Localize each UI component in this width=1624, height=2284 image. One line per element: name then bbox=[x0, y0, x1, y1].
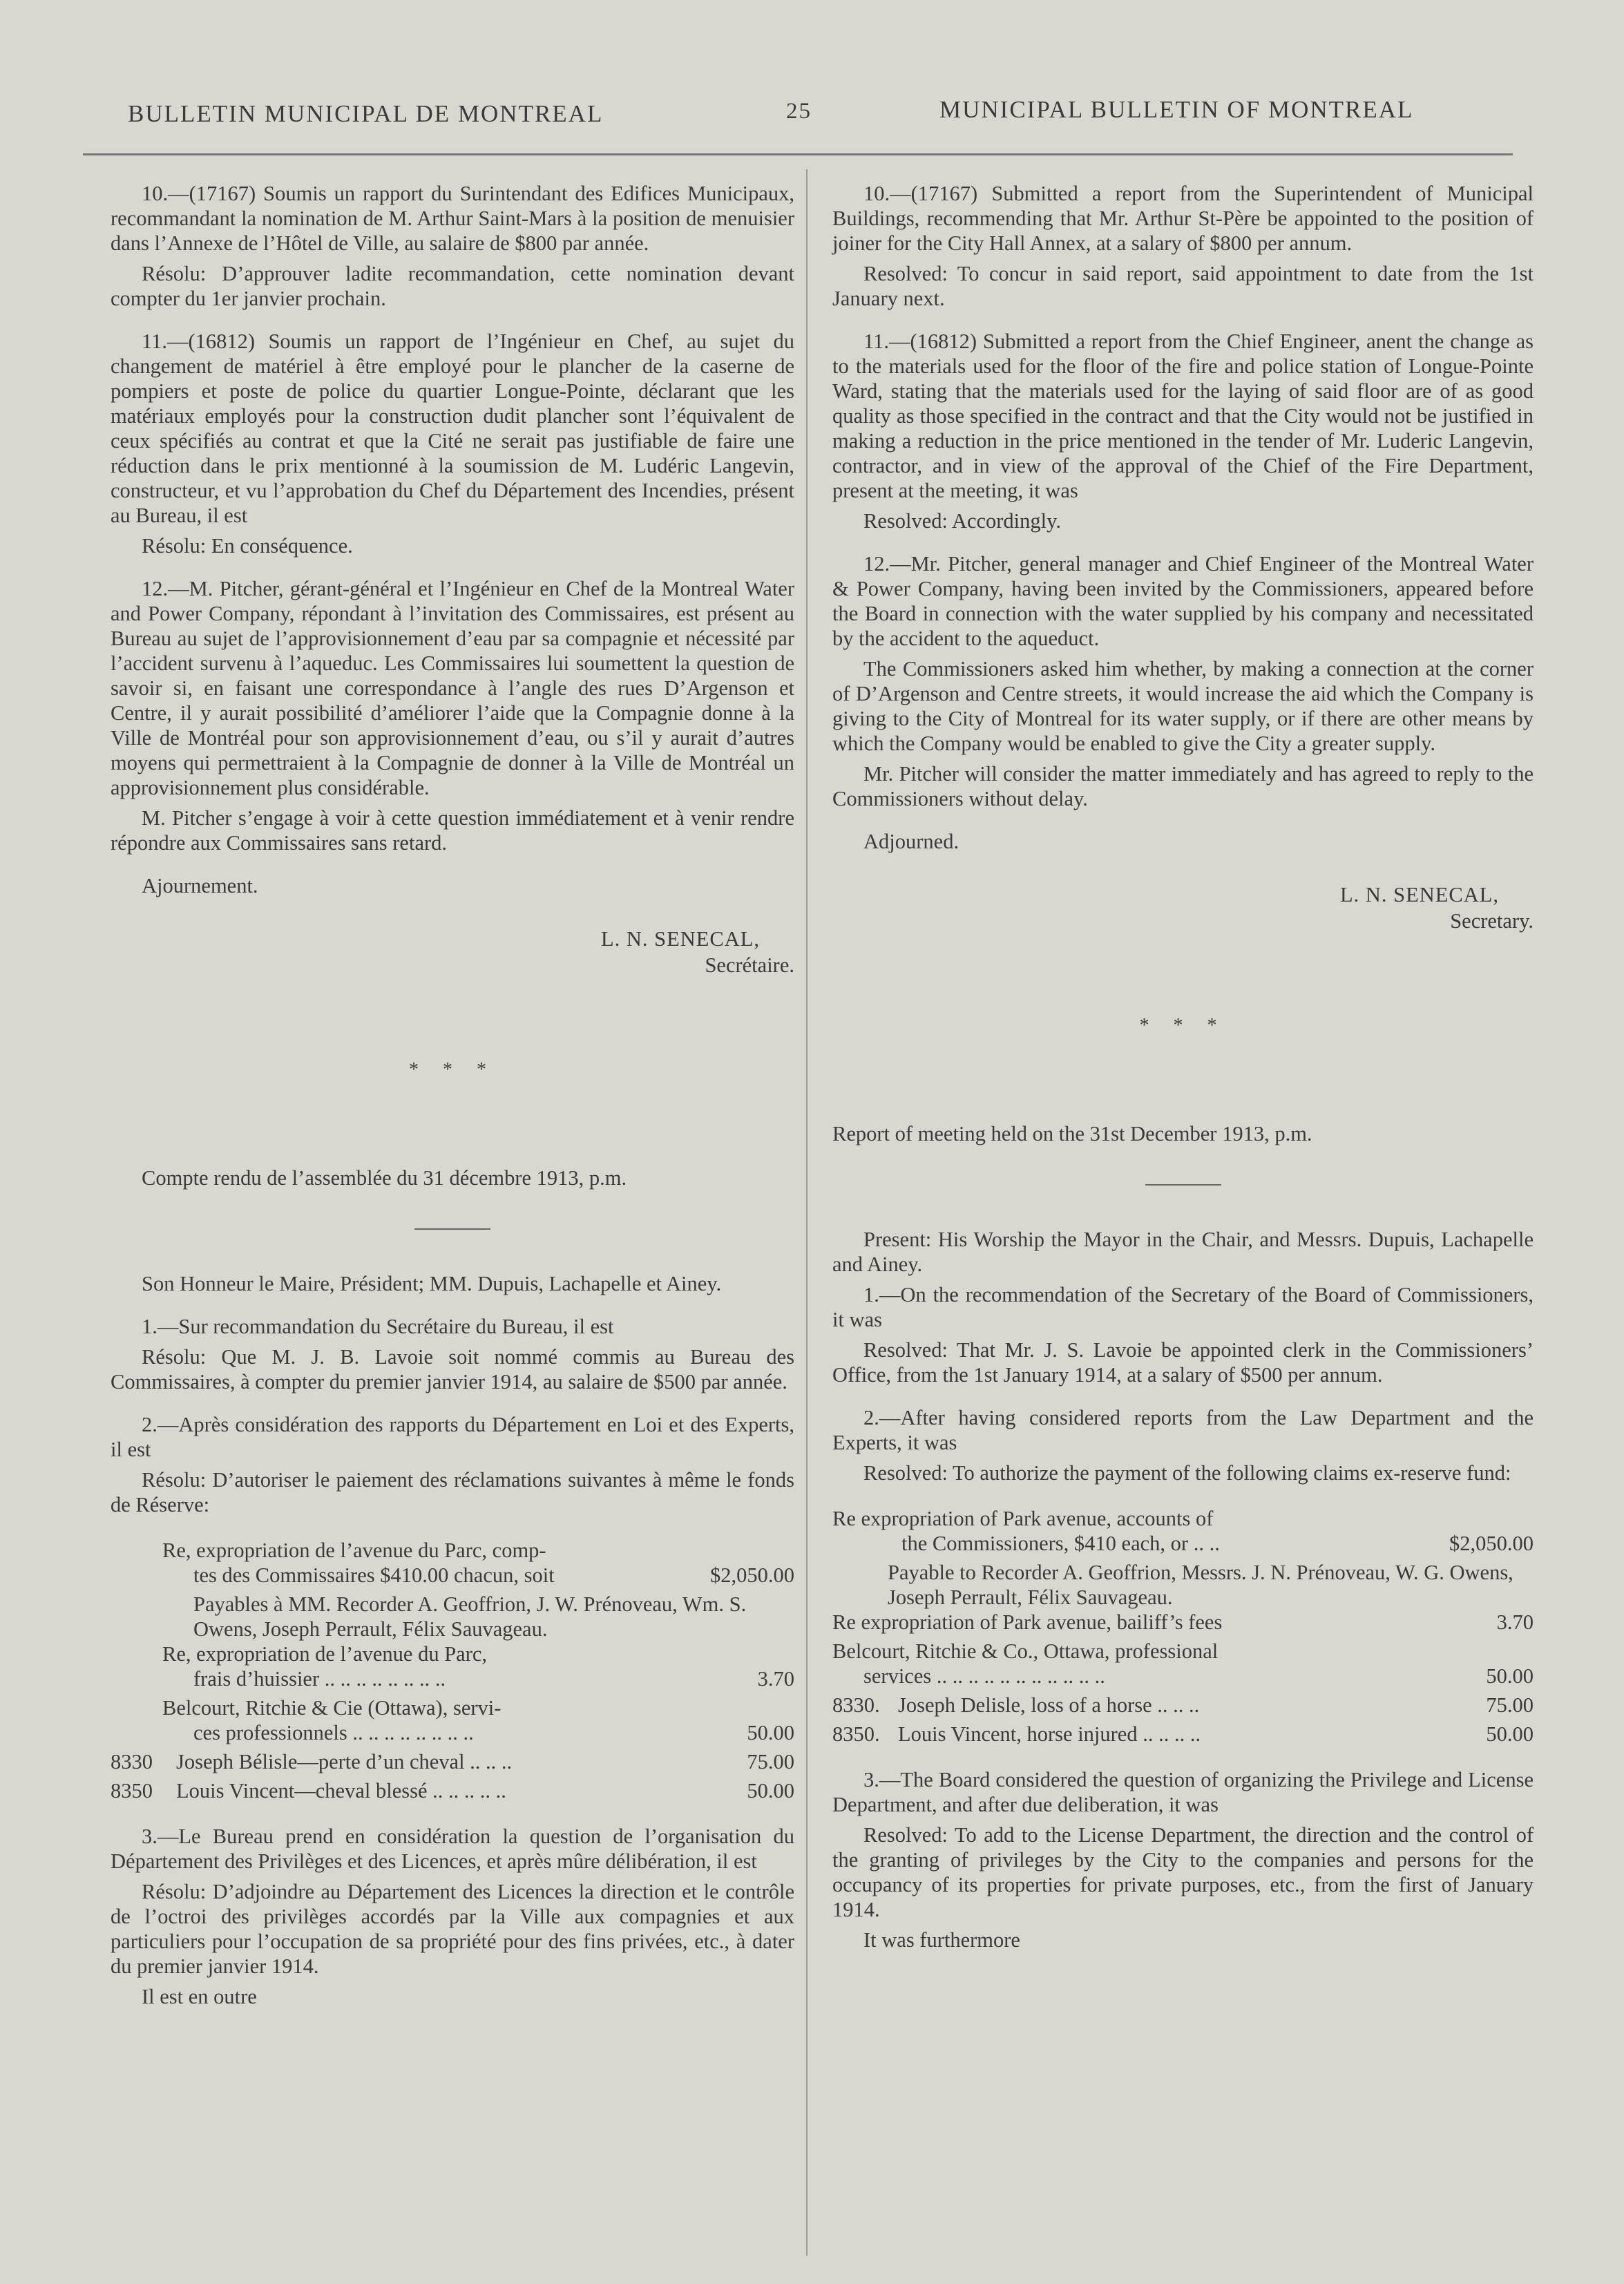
claims-list-fr bbox=[111, 1538, 794, 1803]
claim-desc: Re expropriation of Park avenue, accounts of bbox=[832, 1507, 1214, 1530]
claim-amount: 50.00 bbox=[1486, 1664, 1534, 1688]
column-divider bbox=[806, 169, 808, 2256]
secretary-title-fr: Secrétaire. bbox=[705, 953, 794, 977]
claim-row bbox=[111, 1749, 794, 1774]
claim-row bbox=[111, 1778, 794, 1803]
claim-amount: 75.00 bbox=[747, 1750, 794, 1773]
item-2-en: 2.—After having considered reports from the Law Department and the Experts, it was bbox=[832, 1406, 1534, 1454]
claim-amount: 3.70 bbox=[1496, 1610, 1534, 1634]
item-10-en: 10.—(17167) Submitted a report from the Superintendent of Municipal Buildings, recommending that Mr. Arthur St-Père be appointed to the position of joiner for the City Hall Annex, at a salary of $800 per annum. bbox=[832, 182, 1534, 255]
claim-desc: Joseph Delisle, loss of a horse .. .. .. bbox=[898, 1693, 1200, 1717]
claim-desc-cont: services .. .. .. .. .. .. .. .. .. .. .. bbox=[863, 1664, 1105, 1688]
claim-desc: Belcourt, Ritchie & Co., Ottawa, professional bbox=[832, 1639, 1219, 1663]
claim-desc: Belcourt, Ritchie & Cie (Ottawa), servi- bbox=[162, 1696, 501, 1720]
adjournment-fr: Ajournement. bbox=[142, 874, 258, 897]
signature-en bbox=[832, 882, 1534, 934]
item-12-followup-fr: M. Pitcher s’engage à voir à cette question immédiatement et à venir rendre répondre aux Commissaires sans retard. bbox=[111, 806, 794, 855]
claim-payees: Payables à MM. Recorder A. Geoffrion, J. W. Prénoveau, Wm. S. Owens, Joseph Perrault, Félix Sauvageau. bbox=[193, 1592, 747, 1641]
claim-desc: Louis Vincent, horse injured .. .. .. .. bbox=[898, 1722, 1201, 1746]
item-12-followup-en: Mr. Pitcher will consider the matter immediately and has agreed to reply to the Commissioners without delay. bbox=[832, 762, 1534, 810]
item-3-en: 3.—The Board considered the question of organizing the Privilege and License Department, and after due deliberation, it was bbox=[832, 1768, 1534, 1816]
claim-amount: 50.00 bbox=[1486, 1722, 1534, 1746]
continuation-en: It was furthermore bbox=[863, 1928, 1020, 1952]
claim-desc-cont: tes des Commissaires $410.00 chacun, soit bbox=[193, 1563, 555, 1587]
item-1-resolution-en: Resolved: That Mr. J. S. Lavoie be appointed clerk in the Commissioners’ Office, from the 1st January 1914, at a salary of $500 per annum. bbox=[832, 1338, 1534, 1387]
attendance-en: Present: His Worship the Mayor in the Chair, and Messrs. Dupuis, Lachapelle and Ainey. bbox=[832, 1228, 1534, 1276]
secretary-name-en: L. N. SENECAL, bbox=[1339, 883, 1499, 906]
claim-ref: 8350 bbox=[111, 1779, 153, 1802]
item-2-resolution-fr: Résolu: D’autoriser le paiement des réclamations suivantes à même le fonds de Réserve: bbox=[111, 1468, 794, 1516]
meeting-report-title-fr: Compte rendu de l’assemblée du 31 décembre 1913, p.m. bbox=[142, 1166, 627, 1190]
header-title-fr: BULLETIN MUNICIPAL DE MONTREAL bbox=[128, 100, 604, 127]
claim-row bbox=[111, 1695, 794, 1745]
claim-ref: 8330. bbox=[832, 1693, 880, 1717]
english-column bbox=[832, 181, 1534, 1958]
claim-row bbox=[832, 1639, 1534, 1688]
claim-desc-cont: the Commissioners, $410 each, or .. .. bbox=[901, 1532, 1220, 1555]
section-separator-en: * * * bbox=[1139, 1015, 1227, 1036]
item-3-resolution-fr: Résolu: D’adjoindre au Département des Licences la direction et le contrôle de l’octroi des privilèges accordés par la Ville aux compagnies et aux particuliers pour l’occupation de sa propriété pour des fins privées, etc., à dater du premier janvier 1914. bbox=[111, 1880, 794, 1978]
item-1-en: 1.—On the recommendation of the Secretary of the Board of Commissioners, it was bbox=[832, 1283, 1534, 1331]
claim-row bbox=[832, 1722, 1534, 1747]
claim-desc: Louis Vincent—cheval blessé .. .. .. .. .. bbox=[176, 1779, 506, 1802]
claim-row bbox=[832, 1693, 1534, 1717]
secretary-title-en: Secretary. bbox=[1450, 909, 1534, 933]
item-11-fr: 11.—(16812) Soumis un rapport de l’Ingénieur en Chef, au sujet du changement de matériel à être employé pour le plancher de la caserne de pompiers et poste de police du quartier Longue-Pointe, déclarant que les matériaux employés pour la construction dudit plancher sont l’équivalent de ceux spécifiés au contrat et que la Cité ne serait pas justifiable de faire une réduction dans le prix mentionné à la soumission de M. Ludéric Langevin, constructeur, et vu l’approbation du Chef du Département des Incendies, présent au Bureau, il est bbox=[111, 330, 794, 527]
item-12-question-en: The Commissioners asked him whether, by making a connection at the corner of D’Argenson and Centre streets, it would increase the aid which the Company is giving to the City of Montreal for its water supply, or if there are other means by which the Company would be enabled to give the City a greater supply. bbox=[832, 657, 1534, 755]
claim-ref: 8330 bbox=[111, 1750, 153, 1773]
claim-amount: $2,050.00 bbox=[1449, 1532, 1534, 1555]
item-12-fr: 12.—M. Pitcher, gérant-général et l’Ingénieur en Chef de la Montreal Water and Power Company, répondant à l’invitation des Commissaires, est présent au Bureau au sujet de l’approvisionnement d’eau par sa compagnie et nécessité par l’accident survenu à l’aqueduc. Les Commissaires lui soumettent la question de savoir si, en faisant une correspondance à l’angle des rues D’Argenson et Centre, il y aurait possibilité d’améliorer l’aide que la Compagnie donne à la Ville de Montréal pour son approvisionnement d’eau, ou s’il y aurait d’autres moyens qui permettraient à la Compagnie de donner à la Ville de Montréal un approvisionnement plus considérable. bbox=[111, 577, 794, 799]
item-11-en: 11.—(16812) Submitted a report from the Chief Engineer, anent the change as to the materials used for the floor of the fire and police station of Longue-Pointe Ward, stating that the materials used for the laying of said floor are of as good quality as those specified in the contract and that the City would not be justified in making a reduction in the price mentioned in the tender of Mr. Luderic Langevin, contractor, and in view of the approval of the Chief of the Fire Department, present at the meeting, it was bbox=[832, 330, 1534, 502]
header-rule bbox=[83, 153, 1513, 155]
secretary-name-fr: L. N. SENECAL, bbox=[600, 927, 760, 951]
french-column bbox=[111, 181, 794, 2015]
signature-fr bbox=[111, 926, 794, 978]
claims-list-en bbox=[832, 1506, 1534, 1747]
attendance-fr: Son Honneur le Maire, Président; MM. Dupuis, Lachapelle et Ainey. bbox=[142, 1272, 722, 1295]
claim-desc: Re, expropriation de l’avenue du Parc, bbox=[162, 1642, 488, 1666]
item-2-fr: 2.—Après considération des rapports du Département en Loi et des Experts, il est bbox=[111, 1413, 794, 1461]
claim-desc-cont: ces professionnels .. .. .. .. .. .. .. .. bbox=[193, 1721, 474, 1744]
continuation-fr: Il est en outre bbox=[142, 1985, 257, 2008]
claim-row bbox=[111, 1641, 794, 1691]
claim-row bbox=[111, 1538, 794, 1588]
short-rule-en bbox=[1145, 1184, 1221, 1186]
claim-row bbox=[832, 1506, 1534, 1556]
item-1-fr: 1.—Sur recommandation du Secrétaire du Bureau, il est bbox=[142, 1315, 614, 1338]
header-title-en: MUNICIPAL BULLETIN OF MONTREAL bbox=[939, 96, 1414, 123]
claim-amount: 50.00 bbox=[747, 1721, 794, 1744]
item-1-resolution-fr: Résolu: Que M. J. B. Lavoie soit nommé commis au Bureau des Commissaires, à compter du premier janvier 1914, au salaire de $500 par année. bbox=[111, 1345, 794, 1393]
short-rule-fr bbox=[414, 1228, 490, 1230]
page-header bbox=[0, 93, 1624, 135]
claim-desc: Re expropriation of Park avenue, bailiff’s fees bbox=[832, 1610, 1223, 1634]
item-2-resolution-en: Resolved: To authorize the payment of the following claims ex-reserve fund: bbox=[863, 1461, 1511, 1485]
claim-amount: 3.70 bbox=[757, 1667, 794, 1691]
claim-amount: 50.00 bbox=[747, 1779, 794, 1802]
claim-payees: Payable to Recorder A. Geoffrion, Messrs. J. N. Prénoveau, W. G. Owens, Joseph Perrault, Félix Sauvageau. bbox=[888, 1561, 1513, 1609]
item-11-resolution-en: Resolved: Accordingly. bbox=[863, 509, 1062, 533]
item-10-fr: 10.—(17167) Soumis un rapport du Surintendant des Edifices Municipaux, recommandant la nomination de M. Arthur Saint-Mars à la position de menuisier dans l’Annexe de l’Hôtel de Ville, au salaire de $800 par année. bbox=[111, 182, 794, 255]
claim-desc: Joseph Bélisle—perte d’un cheval .. .. .. bbox=[176, 1750, 513, 1773]
claim-desc-cont: frais d’huissier .. .. .. .. .. .. .. .. bbox=[193, 1667, 446, 1691]
claim-ref: 8350. bbox=[832, 1722, 880, 1746]
item-12-en: 12.—Mr. Pitcher, general manager and Chief Engineer of the Montreal Water & Power Company, having been invited by the Commissioners, appeared before the Board in connection with the water supplied by his company and necessitated by the accident to the aqueduct. bbox=[832, 552, 1534, 650]
claim-desc: Re, expropriation de l’avenue du Parc, comp- bbox=[162, 1539, 546, 1562]
adjournment-en: Adjourned. bbox=[863, 830, 959, 853]
claim-amount: 75.00 bbox=[1486, 1693, 1534, 1717]
claim-row bbox=[832, 1610, 1534, 1635]
item-3-resolution-en: Resolved: To add to the License Department, the direction and the control of the granting of privileges by the City to the companies and persons for the occupancy of its properties for private purposes, etc., from the first of January 1914. bbox=[832, 1823, 1534, 1921]
claim-amount: $2,050.00 bbox=[710, 1563, 794, 1587]
page-number: 25 bbox=[786, 99, 812, 124]
item-11-resolution-fr: Résolu: En conséquence. bbox=[142, 534, 353, 558]
meeting-report-title-en: Report of meeting held on the 31st December 1913, p.m. bbox=[832, 1122, 1312, 1145]
item-10-resolution-fr: Résolu: D’approuver ladite recommandation, cette nomination devant compter du 1er janvier prochain. bbox=[111, 262, 794, 310]
item-3-fr: 3.—Le Bureau prend en considération la question de l’organisation du Département des Privilèges et des Licences, et après mûre délibération, il est bbox=[111, 1825, 794, 1873]
item-10-resolution-en: Resolved: To concur in said report, said appointment to date from the 1st January next. bbox=[832, 262, 1534, 310]
section-separator-fr: * * * bbox=[409, 1059, 496, 1081]
